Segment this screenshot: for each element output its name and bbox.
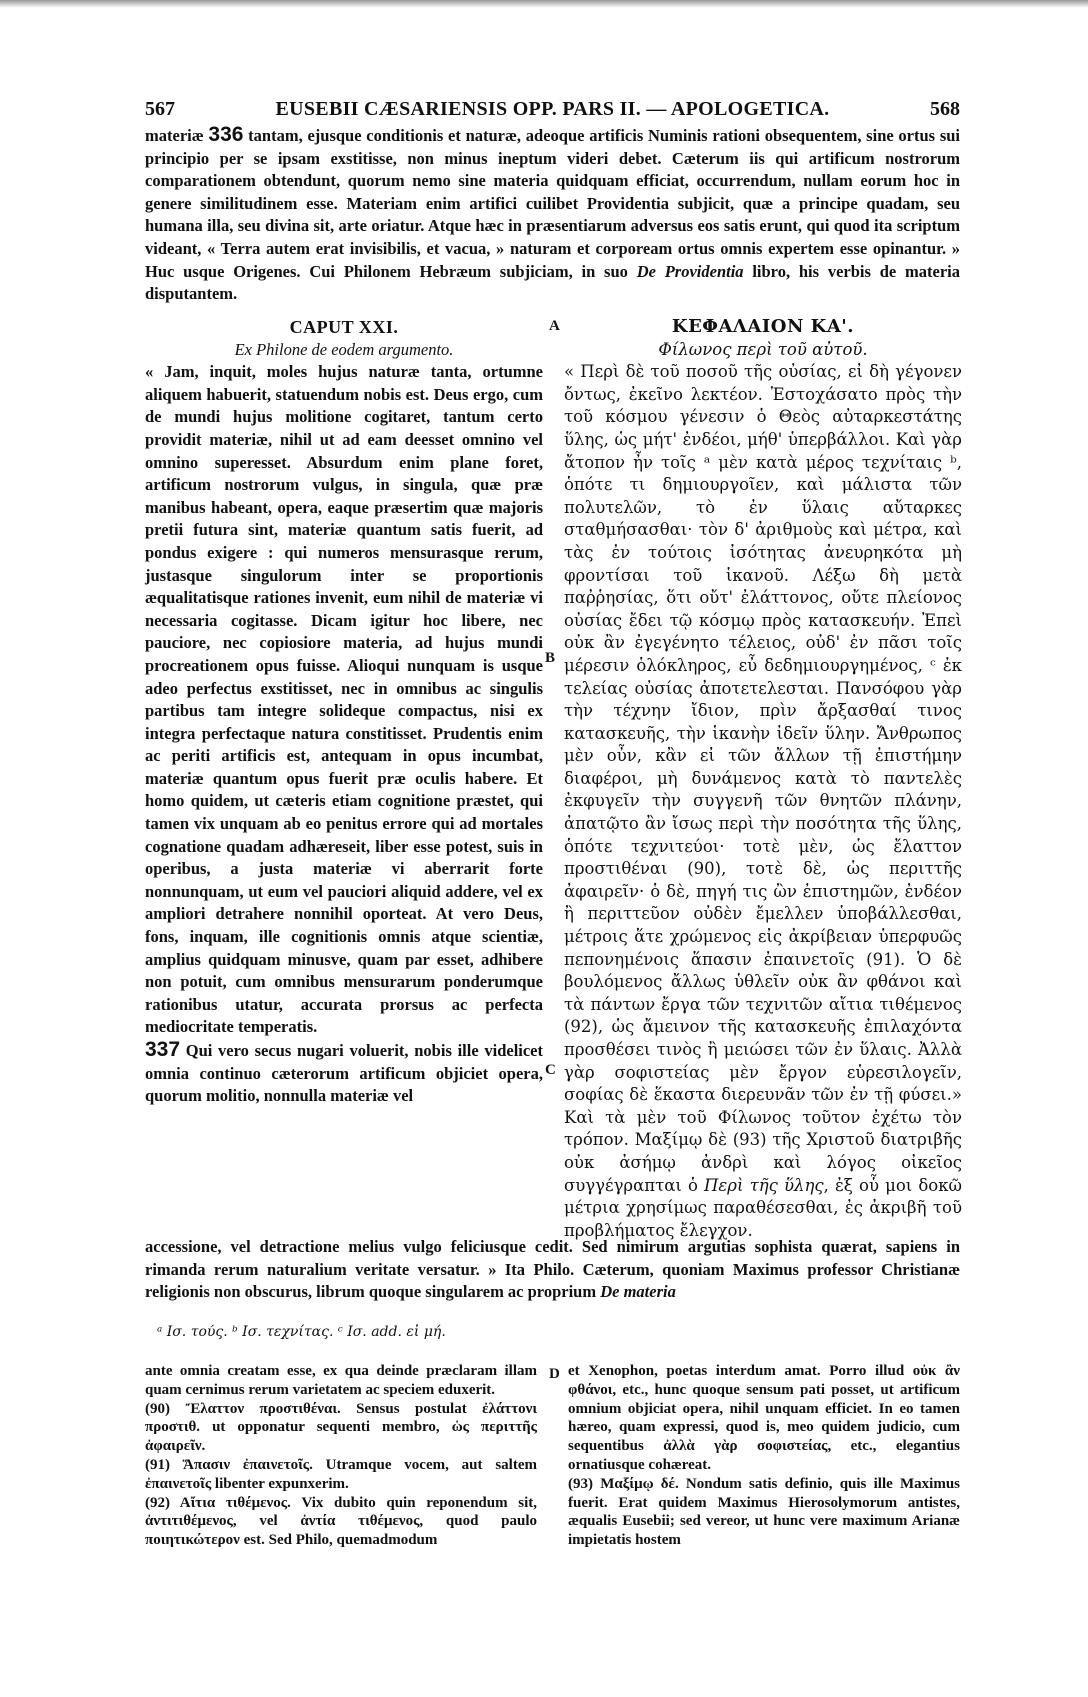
note-item: (92) Αἴτια τιθέμενος. Vix dubito quin reponendum sit, ἀντιτιθέμενος, vel ἀντία τιθέμενος, quod paulo ποιητικώτερον est. Sed Philo, quemadmodum xyxy=(145,1494,537,1549)
intro-paragraph xyxy=(145,124,960,306)
page-number-left: 567 xyxy=(145,98,175,120)
running-header xyxy=(145,98,960,124)
note-item: ante omnia creatam esse, ex qua deinde præclaram illam quam cernimus rerum varietatem ac speciem eduxerit. xyxy=(145,1363,537,1398)
greek-title-italic: Περὶ τῆς ὕλης xyxy=(704,1175,824,1195)
kephalaion-heading: ΚΕΦΑΛΑΙΟΝ ΚΑ'. xyxy=(671,316,855,337)
notes-right xyxy=(568,1362,960,1550)
kephalaion-subtitle: Φίλωνος περὶ τοῦ αὐτοῦ. xyxy=(658,339,868,359)
note-item: (93) Μαξίμῳ δέ. Nondum satis definio, quis ille Maximus fuerit. Erat quidem Maximus Hierosolymorum antistes, æqualis Eusebii; sed vereor, ut hunc vere maximum Arianæ impietatis hostem xyxy=(568,1475,960,1549)
section-number-336: 336 xyxy=(208,123,244,146)
greek-text: « Περὶ δὲ τοῦ ποσοῦ τῆς οὐσίας, εἰ δὴ γέγονεν ὄντως, ἐκεῖνο λεκτέον. Ἐστοχάσατο πρὸς τὴν τοῦ κόσμου γένεσιν ὁ Θεὸς αὐταρκεστάτης ὕλης, ὡς μήτ' ἐνδέοι, μήθ' ὑπερβάλλοι. Καὶ γὰρ ἄτοπον ἦν τοῖς ᵃ μὲν κατὰ μέρος τεχνίταις ᵇ, ὁπότε τι δημιουργοῖεν, καὶ μάλιστα τῶν πολυτελῶν, τὸ ἐν ὕλαις αὔταρκες σταθμήσασθαι· τὸν δ' ἀριθμοὺς καὶ μέτρα, καὶ τὰς ἐν τούτοις ἰσότητας ἀνευρηκότα μὴ φροντίσαι τοῦ ἱκανοῦ. Λέξω δὴ μετὰ παῤῥησίας, ὅτι οὔτ' ἐλάττονος, οὔτε πλείονος οὐσίας ἔδει τῷ κόσμῳ πρὸς κατασκευήν. Ἐπεὶ οὐκ ἂν ἐγεγένητο τέλειος, οὐδ' ἐν πᾶσι τοῖς μέρεσιν ὁλόκληρος, εὖ δεδημιουργημένος, ᶜ ἐκ τελείας οὐσίας ἀποτετελεσται. Πανσόφου γὰρ τὴν τέχνην ἴδιον, πρὶν ἄρξασθαί τινος κατασκευῆς, τὴν ἱκανὴν ἰδεῖν ὕλην. Ἄνθρωπος μὲν οὖν, κἂν εἰ τῶν ἄλλων τῇ ἐπιστήμην διαφέροι, μὴ δυνάμενος κατὰ τὸ παντελὲς ἐκφυγεῖν τὴν συγγενῆ τῶν θνητῶν πλάνην, ἀπατῷτο ἂν ἴσως περὶ τὴν ποσότητα τῆς ὕλης, ὁπότε τεχνιτεύοι· τοτὲ μὲν, ὡς ἔλαττον προστιθέναι (90), τοτὲ δὲ, ὡς περιττῆς ἀφαιρεῖν· ὁ δὲ, πηγή τις ὢν ἐπιστημῶν, ἐνδέον ἢ περιττεῦον οὐδὲν ἔμελλεν ὑποβάλλεσθαι, μέτροις ἅτε χρώμενος εἰς ἀκρίβειαν ὑπερφυῶς πεπονημένοις ἅπασιν ἐπαινετοῖς (91). Ὁ δὲ βουλόμενος ἄλλως ὑθλεῖν οὐκ ἂν φθάνοι καὶ τὰ πάντων ἔργα τῶν τεχνιτῶν αἴτια τιθέμενος (92), ὡς ἄμεινον τῆς κατασκευῆς ἐπιλαχόντα προσθέσει τινὸς ἢ μειώσει τῶν ἐν ὕλαις. Ἀλλὰ γὰρ σοφιστείας μὲν ἔργον εὑρεσιλογεῖν, σοφίας δὲ ἕκαστα διερευνᾶν τῶν ἐν τῇ φύσει.» Καὶ τὰ μὲν τοῦ Φίλωνος τοῦτον ἐχέτω τὸν τρόπον. Μαξίμῳ δὲ (93) τῆς Χριστοῦ διατριβῆς οὐκ ἀσήμῳ ἀνδρὶ καὶ λόγος οἰκεῖος συγγέγραπται ὁ xyxy=(564,362,962,1195)
note-item: (90) Ἔλαττον προστιθέναι. Sensus postulat ἐλάττονι προστιθ. ut opponatur sequenti membro, ὡς περιττῆς ἀφαιρεῖν. xyxy=(145,1400,537,1455)
margin-marker-b: B xyxy=(545,650,556,666)
intro-title-italic: De Providentia xyxy=(636,261,744,281)
section-number-337: 337 xyxy=(145,1038,181,1061)
bottom-text: accessione, vel detractione melius vulgo feliciusque cedit. Sed nimirum argutias sophista quærat, sapiens in rimanda rerum naturalium veritate versatur. » Ita Philo. Cæterum, quoniam Maximus professor Christianæ religionis non obscurus, librum quoque singularem ac proprium xyxy=(145,1237,960,1302)
running-title: EUSEBII CÆSARIENSIS OPP. PARS II. — APOLOGETICA. xyxy=(275,98,830,120)
intro-tail: libro, his verbis de materia disputantem. xyxy=(145,261,960,304)
page xyxy=(145,0,960,1697)
margin-marker-d: D xyxy=(549,1366,560,1382)
greek-footnotes: ᵃ Ισ. τούς. ᵇ Ισ. τεχνίτας. ᶜ Ισ. add. εἰ μή. xyxy=(157,1324,446,1340)
latin-text: « Jam, inquit, moles hujus naturæ tanta, ortumne aliquem habuerit, statuendum nobis est. Deus ergo, cum de mundi hujus molitione cogitaret, tantum certo providit materiæ, nihil ut ad eam deesset omnino vel omnino superesset. Absurdum enim plane foret, artificum nostrorum vulgus, in singula, quæ præ manibus habeant, opera, eaque præsertim quæ majoris pretii futura sint, materiæ quantum satis fuerit, ad pondus exigere : qui numeros mensurasque rerum, justasque singulorum inter se proportionis æqualitatisque rationes invenit, eum nihil de materiæ vi necessaria cogitasse. Dicam igitur hoc libere, nec pauciore, nec copiosiore materia, ad hujus mundi procreationem opus fuisse. Alioqui nunquam is usque adeo perfectus exstitisset, nec in omnibus ac singulis partibus tam integre solideque compactus, nisi ex integra perfectaque natura constitisset. Prudentis enim ac periti artificis est, antequam in opus incumbat, materiæ quantum opus fuerit præ oculis habere. Et homo quidem, ut cæteris etiam cognitione præstet, qui tamen vix unquam ab eo penitus errore qui ad mortales cognatione quadam adhæreseit, liber esse potest, suis in operibus, a justa materiæ vi aberrarit forte nonnunquam, ut eum vel pauciori aliquid addere, vel ex ampliori detrahere nonnihil oporteat. At vero Deus, fons, inquam, ille cognitionis omnis atque scientiæ, amplius quidquam minusve, quam par esset, adhibere non potuit, cum omnibus mensurarum ponderumque rationibus utatur, accurata prorsus ac perfecta mediocritate temperatis. xyxy=(145,362,543,1037)
bottom-italic: De materia xyxy=(600,1282,676,1302)
greek-tail: , ἐξ οὗ μοι δοκῶ μέτρια χρησίμως παραθέσεσθαι, ἐς ἀκριβῆ τοῦ προβλήματος ἔλεγχον. xyxy=(564,1175,962,1240)
margin-marker-c: C xyxy=(545,1062,556,1078)
greek-column xyxy=(564,316,962,1242)
note-item: (91) Ἅπασιν ἐπαινετοῖς. Utramque vocem, aut saltem ἐπαινετοῖς libenter expunxerim. xyxy=(145,1456,537,1492)
caput-heading: CAPUT XXI. xyxy=(289,317,399,337)
latin-column xyxy=(145,316,543,1108)
intro-text: tantam, ejusque conditionis et naturæ, adeoque artificis Numinis rationi obsequentem, sine ortus sui principio per se ipsam exstitisse, non minus ineptum videri debet. Cæterum iis qui artificum nostrorum comparationem obtendunt, quorum nemo sine materia quidquam efficiat, occurrendum, nullam eorum hoc in genere similitudinem esse. Materiam enim artifici cuilibet Providentia subjicit, quæ a principe quadam, seu humana illa, seu divina sit, arte oriatur. Atque hæc in præsentiarum adversus eos satis erunt, qui quod ita scriptum videant, « Terra autem erat invisibilis, et vacua, » naturam et corpoream ortus omnis expertem esse opinantur. » Huc usque Origenes. Cui Philonem Hebræum subjiciam, in suo xyxy=(145,126,961,281)
caput-subtitle: Ex Philone de eodem argumento. xyxy=(234,339,454,359)
bottom-paragraph xyxy=(145,1236,960,1304)
latin-text-2: Qui vero secus nugari voluerit, nobis ille videlicet omnia continuo cæterorum artificum objiciet opera, quorum molitio, nonnulla materiæ vel xyxy=(145,1041,543,1106)
margin-marker-a: A xyxy=(549,318,560,334)
intro-lead: materiæ xyxy=(145,126,204,145)
note-item: et Xenophon, poetas interdum amat. Porro illud οὐκ ἂν φθάνοι, etc., hunc quoque sensum pati posset, ut artificum omnium objiciat opera, nihil unquam efficiet. In eo tamen hæreo, quam expressi, quod is, meo quidem judicio, cum sequentibus ἀλλὰ γὰρ σοφιστείας, etc., elegantius ornatiusque cohæreat. xyxy=(568,1363,960,1473)
page-number-right: 568 xyxy=(930,98,960,120)
notes-left xyxy=(145,1362,537,1550)
